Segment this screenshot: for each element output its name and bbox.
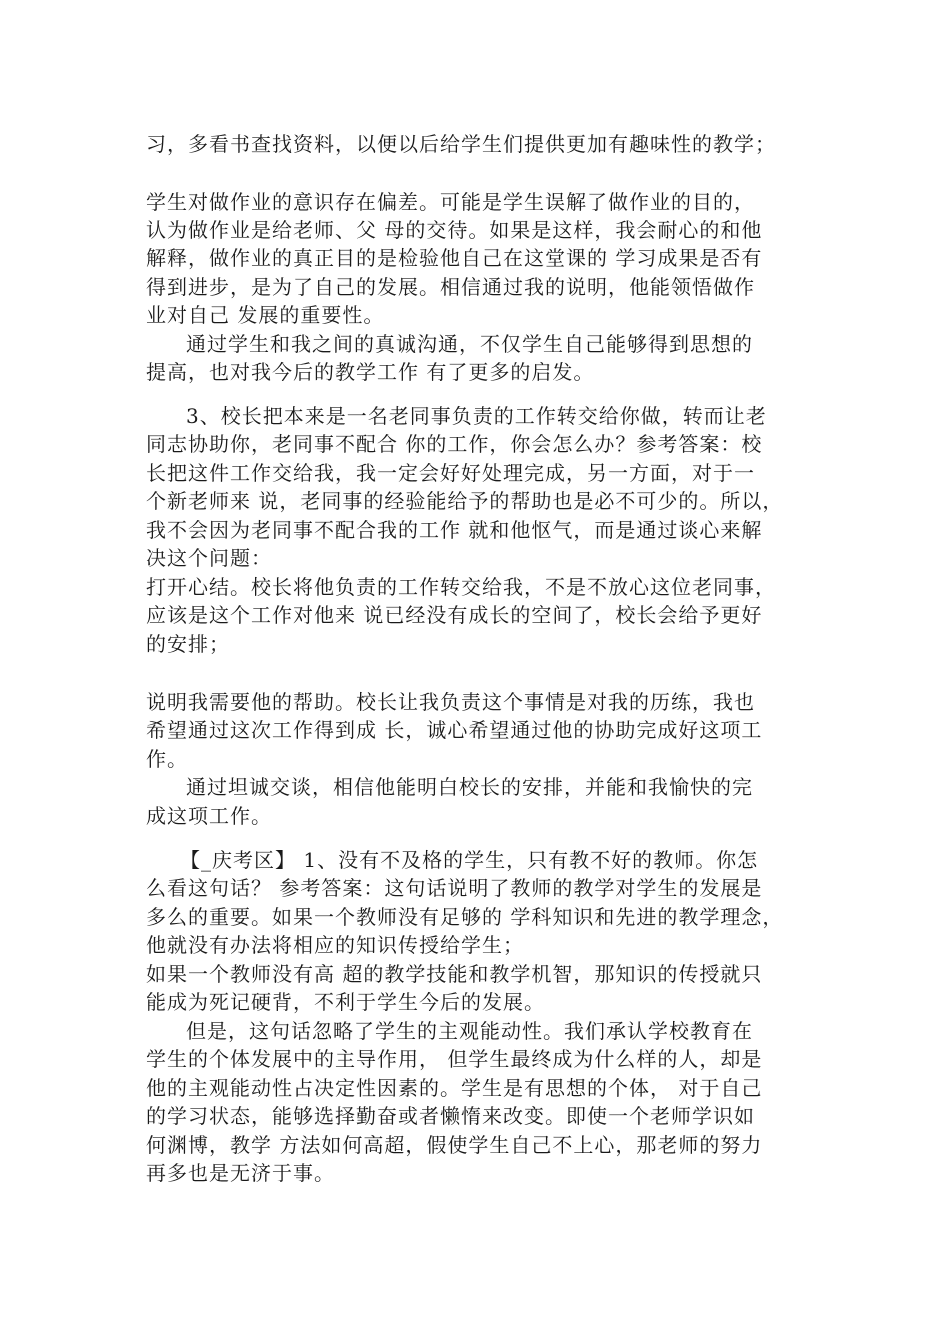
text-line: 【_庆考区】 1、没有不及格的学生，只有教不好的教师。你怎 [180, 848, 759, 872]
text-line: 成这项工作。 [146, 804, 272, 828]
text-line: 个新老师来 说，老同事的经验能给予的帮助也是必不可少的。所以， [146, 489, 784, 513]
text-line: 说明我需要他的帮助。校长让我负责这个事情是对我的历练，我也 [146, 690, 755, 714]
text-line: 希望通过这次工作得到成 长，诚心希望通过他的协助完成好这项工 [146, 718, 763, 742]
text-line: 解释，做作业的真正目的是检验他自己在这堂课的 学习成果是否有 [146, 246, 763, 270]
text-line: 能成为死记硬背，不利于学生今后的发展。 [146, 990, 545, 1014]
text-line: 么看这句话？ 参考答案：这句话说明了教师的教学对学生的发展是 [146, 876, 763, 900]
text-line: 3、校长把本来是一名老同事负责的工作转交给你做，转而让老 [186, 404, 767, 428]
text-line: 何渊博，教学 方法如何高超，假使学生自己不上心，那老师的努力 [146, 1133, 763, 1157]
text-line: 的安排； [146, 632, 230, 656]
text-line: 提高，也对我今后的教学工作 有了更多的启发。 [146, 360, 595, 384]
text-line: 通过学生和我之间的真诚沟通，不仅学生自己能够得到思想的 [186, 332, 753, 356]
text-line: 再多也是无济于事。 [146, 1161, 335, 1185]
text-line: 习，多看书查找资料，以便以后给学生们提供更加有趣味性的教学； [146, 132, 776, 156]
text-line: 学生的个体发展中的主导作用， 但学生最终成为什么样的人，却是 [146, 1047, 763, 1071]
text-line: 学生对做作业的意识存在偏差。可能是学生误解了做作业的目的， [146, 190, 755, 214]
text-line: 通过坦诚交谈，相信他能明白校长的安排，并能和我愉快的完 [186, 775, 753, 799]
text-line: 业对自己 发展的重要性。 [146, 303, 385, 327]
text-line: 但是，这句话忽略了学生的主观能动性。我们承认学校教育在 [186, 1019, 753, 1043]
text-line: 多么的重要。如果一个教师没有足够的 学科知识和先进的教学理念， [146, 905, 784, 929]
text-line: 认为做作业是给老师、父 母的交待。如果是这样，我会耐心的和他 [146, 218, 763, 242]
text-line: 他就没有办法将相应的知识传授给学生； [146, 933, 524, 957]
text-line: 同志协助你，老同事不配合 你的工作，你会怎么办？参考答案：校 [146, 432, 763, 456]
text-line: 应该是这个工作对他来 说已经没有成长的空间了，校长会给予更好 [146, 603, 763, 627]
text-line: 的学习状态，能够选择勤奋或者懒惰来改变。即使一个老师学识如 [146, 1104, 755, 1128]
text-line: 作。 [146, 747, 188, 771]
text-line: 他的主观能动性占决定性因素的。学生是有思想的个体， 对于自己 [146, 1076, 763, 1100]
text-line: 决这个问题： [146, 546, 272, 570]
text-line: 我不会因为老同事不配合我的工作 就和他怄气，而是通过谈心来解 [146, 518, 763, 542]
text-line: 长把这件工作交给我，我一定会好好处理完成，另一方面，对于一 [146, 461, 755, 485]
text-line: 得到进步，是为了自己的发展。相信通过我的说明，他能领悟做作 [146, 275, 755, 299]
text-line: 打开心结。校长将他负责的工作转交给我，不是不放心这位老同事， [146, 575, 776, 599]
text-line: 如果一个教师没有高 超的教学技能和教学机智，那知识的传授就只 [146, 962, 763, 986]
